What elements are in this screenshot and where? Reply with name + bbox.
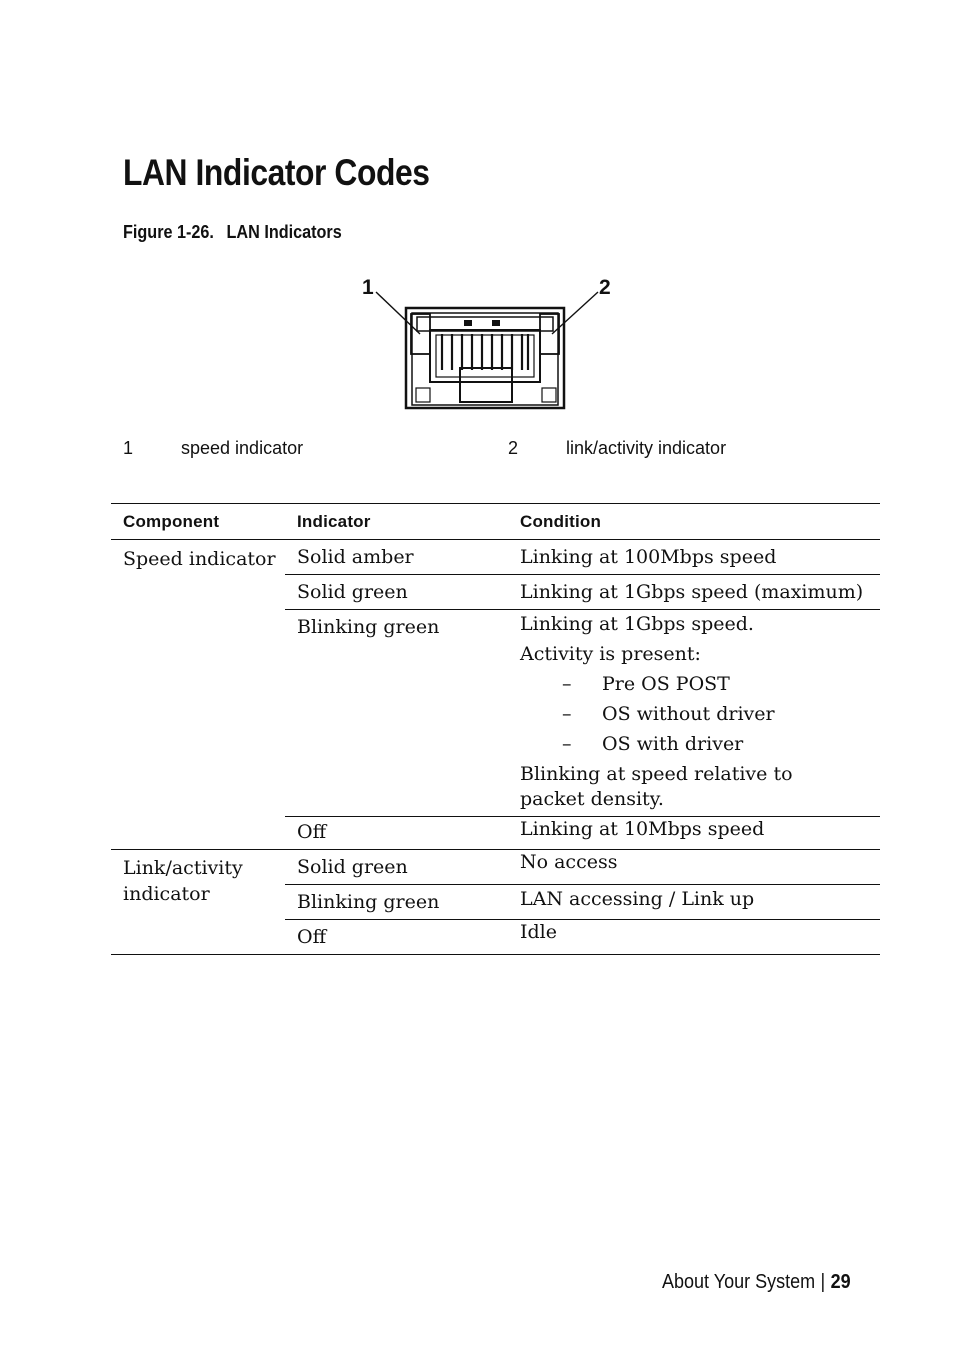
condition-cell [508,610,880,817]
condition-cell: Idle [520,921,557,943]
bullet-item [520,672,872,697]
legend-label: speed indicator [181,438,304,458]
condition-line: Blinking at speed relative to packet density. [520,763,793,810]
condition-cell: Linking at 10Mbps speed [508,817,880,850]
indicator-cell: Solid amber [285,540,508,575]
condition-cell: LAN accessing / Link up [508,885,880,920]
page-number: 29 [830,1271,851,1293]
indicator-cell: Off [297,926,327,948]
footer-section: About Your System [662,1271,816,1293]
condition-cell: Linking at 100Mbps speed [508,540,880,575]
lan-port-diagram [356,270,616,412]
rj45-jack [406,308,564,408]
figure-title: LAN Indicators [226,222,342,242]
table-row [111,850,880,885]
legend-number: 1 [123,438,134,458]
page-footer [662,1271,851,1294]
footer-separator: | [820,1271,826,1293]
condition-line: Linking at 1Gbps speed. [520,613,754,635]
lan-indicator-table [111,503,880,955]
condition-cell: No access [508,850,880,885]
indicator-cell: Solid green [285,850,508,885]
bullet-text: OS with driver [602,733,744,755]
indicator-cell: Solid green [285,575,508,610]
bullet-text: OS without driver [602,703,775,725]
bullet-item [520,732,872,757]
bullet-dash: – [562,673,572,695]
figure-caption [123,222,342,243]
indicator-cell: Off [285,817,508,850]
condition-cell: Linking at 1Gbps speed (maximum) [508,575,880,610]
bullet-dash: – [562,733,572,755]
callout-2: 2 [599,276,611,299]
figure-number: Figure 1-26. [123,222,214,242]
bullet-text: Pre OS POST [602,673,730,695]
condition-line: Activity is present: [520,643,701,665]
callout-1: 1 [362,276,374,299]
table-header-row [111,504,880,540]
header-condition: Condition [508,504,880,540]
component-link-activity: Link/activity indicator [123,857,243,905]
header-indicator: Indicator [285,504,508,540]
page-heading: LAN Indicator Codes [123,152,430,193]
legend-label: link/activity indicator [566,438,727,458]
indicator-cell: Blinking green [285,885,508,920]
component-speed: Speed indicator [111,540,285,850]
bullet-dash: – [562,703,572,725]
bullet-item [520,702,872,727]
table-row [111,540,880,575]
indicator-cell: Blinking green [285,610,508,817]
legend-number: 2 [508,438,519,458]
header-component: Component [111,504,285,540]
